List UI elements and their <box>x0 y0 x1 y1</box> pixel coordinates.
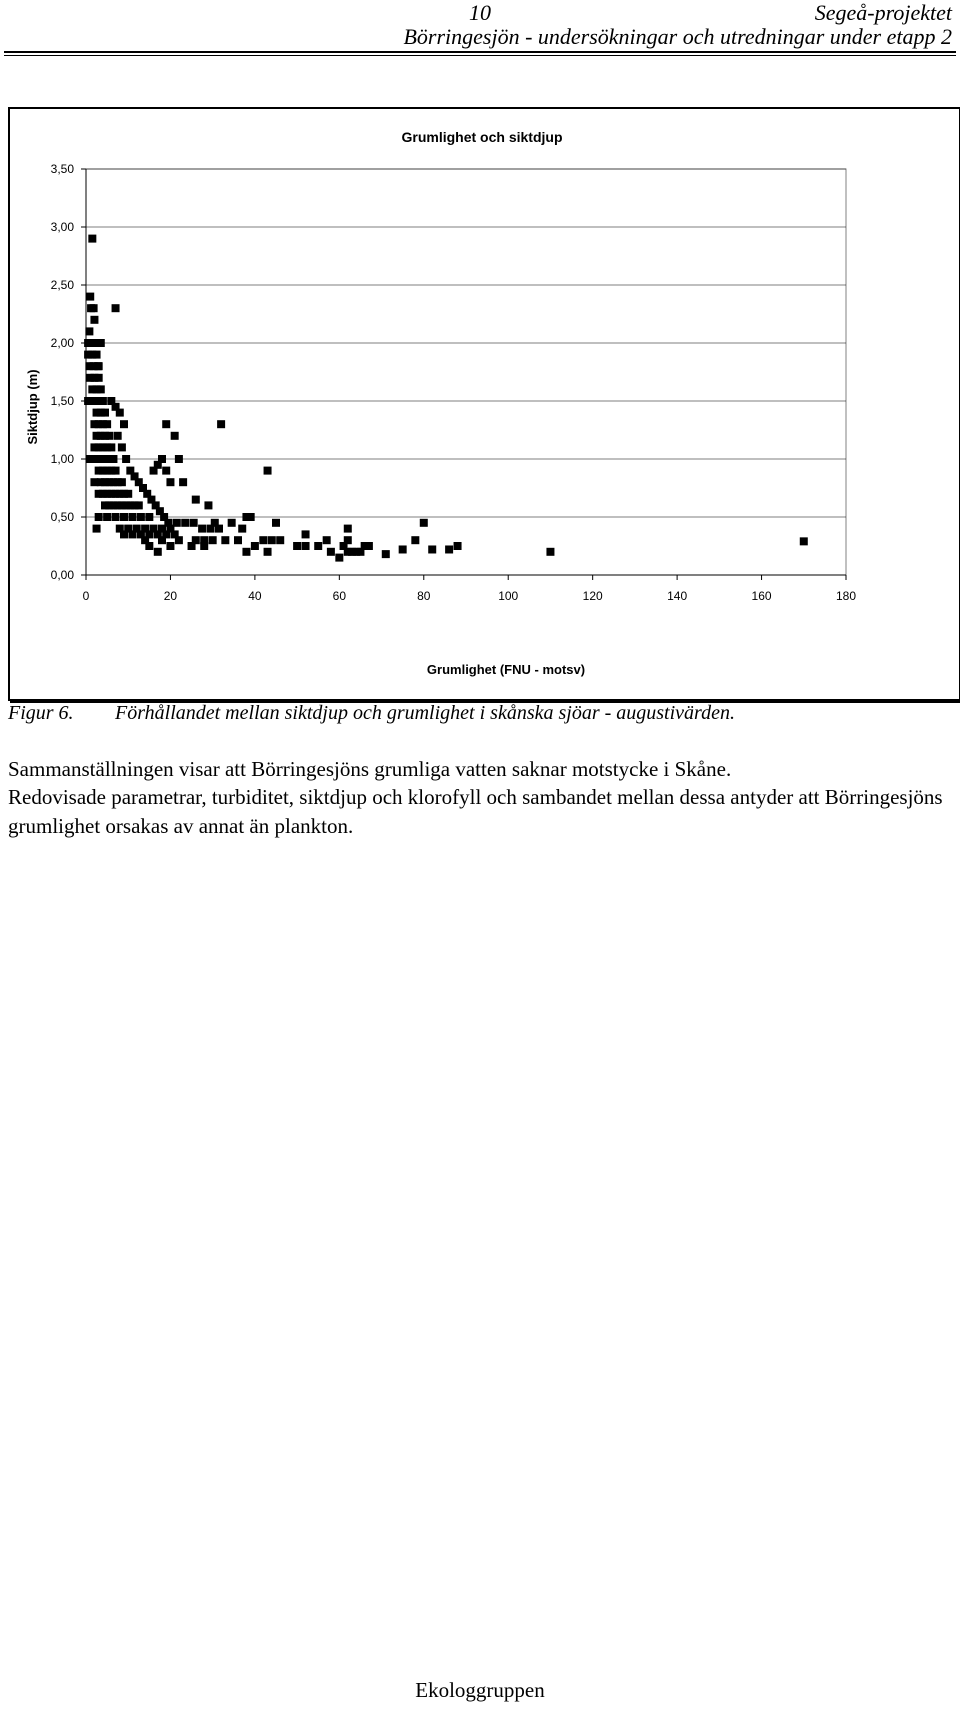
x-tick-label: 20 <box>163 589 178 603</box>
data-point <box>97 385 105 393</box>
figure-caption-text: Förhållandet mellan siktdjup och grumlighet i skånska sjöar - augustivärden. <box>115 702 735 724</box>
data-point <box>154 548 162 556</box>
x-tick-label: 140 <box>667 589 688 603</box>
y-tick-label: 3,50 <box>50 162 74 176</box>
x-tick-label: 80 <box>417 589 431 603</box>
data-point <box>259 536 267 544</box>
data-point <box>302 530 310 538</box>
data-point <box>181 519 189 527</box>
data-point <box>90 304 98 312</box>
y-tick-label: 2,50 <box>50 278 74 292</box>
data-point <box>399 545 407 553</box>
data-point <box>109 455 117 463</box>
data-point <box>95 513 103 521</box>
data-point <box>247 513 255 521</box>
data-point <box>99 397 107 405</box>
data-point <box>251 542 259 550</box>
data-point <box>800 537 808 545</box>
y-tick-label: 0,50 <box>50 510 74 524</box>
data-point <box>94 362 102 370</box>
body-paragraph <box>8 755 953 840</box>
data-point <box>314 542 322 550</box>
data-point <box>103 513 111 521</box>
data-point <box>85 327 93 335</box>
data-point <box>122 455 130 463</box>
data-point <box>171 432 179 440</box>
data-point <box>293 542 301 550</box>
data-point <box>344 536 352 544</box>
x-tick-label: 160 <box>751 589 772 603</box>
data-point <box>264 548 272 556</box>
data-point <box>116 409 124 417</box>
page-number: 10 <box>469 0 491 25</box>
x-tick-label: 40 <box>248 589 262 603</box>
data-point <box>120 530 128 538</box>
data-point <box>84 397 92 405</box>
plot-area <box>86 169 846 575</box>
data-point <box>164 519 172 527</box>
data-point <box>428 545 436 553</box>
data-point <box>103 420 111 428</box>
data-point <box>242 548 250 556</box>
data-point <box>135 501 143 509</box>
data-point <box>175 536 183 544</box>
data-point <box>112 467 120 475</box>
x-tick-label: 60 <box>332 589 347 603</box>
data-point <box>162 420 170 428</box>
x-tick-label: 100 <box>498 589 519 603</box>
data-point <box>382 550 390 558</box>
data-point <box>118 478 126 486</box>
project-name: Segeå-projektet <box>814 0 952 25</box>
data-point <box>344 525 352 533</box>
y-tick-label: 1,00 <box>50 452 74 466</box>
data-point <box>158 536 166 544</box>
data-point <box>88 235 96 243</box>
data-point <box>327 548 335 556</box>
data-point <box>105 432 113 440</box>
data-point <box>137 513 145 521</box>
y-tick-label: 0,00 <box>50 568 74 582</box>
data-point <box>190 519 198 527</box>
data-point <box>114 432 122 440</box>
data-point <box>200 542 208 550</box>
data-point <box>93 351 101 359</box>
body-sentence-2: Redovisade parametrar, turbiditet, siktdjup och klorofyll och sambandet mellan dessa antyder att Börringesjöns grumlighet orsakas av annat än plankton. <box>8 785 943 838</box>
data-point <box>145 513 153 521</box>
data-point <box>97 339 105 347</box>
data-point <box>175 455 183 463</box>
data-point <box>268 536 276 544</box>
data-point <box>173 519 181 527</box>
data-point <box>120 513 128 521</box>
data-point <box>264 467 272 475</box>
data-point <box>95 374 103 382</box>
chart-title: Grumlighet och siktdjup <box>401 129 563 145</box>
data-point <box>128 530 136 538</box>
data-point <box>93 525 101 533</box>
x-tick-label: 180 <box>835 589 857 603</box>
body-sentence-1: Sammanställningen visar att Börringesjöns grumliga vatten saknar motstycke i Skåne. <box>8 757 732 781</box>
data-point <box>217 420 225 428</box>
y-tick-label: 1,50 <box>50 394 74 408</box>
data-point <box>112 513 120 521</box>
y-tick-label: 2,00 <box>50 336 74 350</box>
data-point <box>228 519 236 527</box>
data-point <box>90 316 98 324</box>
data-point <box>445 545 453 553</box>
data-point <box>234 536 242 544</box>
scatter-chart <box>10 109 959 699</box>
data-point <box>86 293 94 301</box>
data-point <box>192 496 200 504</box>
data-point <box>276 536 284 544</box>
data-point <box>166 542 174 550</box>
footer-organization: Ekologgruppen <box>415 1678 545 1702</box>
data-point <box>335 554 343 562</box>
y-axis-label: Siktdjup (m) <box>25 369 40 445</box>
data-point <box>221 536 229 544</box>
data-point <box>112 304 120 312</box>
document-subtitle: Börringesjön - undersökningar och utredningar under etapp 2 <box>403 24 952 49</box>
data-point <box>145 542 153 550</box>
data-point <box>272 519 280 527</box>
data-point <box>198 525 206 533</box>
data-point <box>411 536 419 544</box>
data-point <box>209 536 217 544</box>
data-point <box>454 542 462 550</box>
data-point <box>107 443 115 451</box>
header-rule-thin <box>4 55 956 56</box>
data-point <box>420 519 428 527</box>
data-point <box>118 443 126 451</box>
data-point <box>150 467 158 475</box>
data-point <box>188 542 196 550</box>
x-tick-label: 120 <box>582 589 603 603</box>
data-point <box>166 478 174 486</box>
data-point <box>124 490 132 498</box>
data-point <box>365 542 373 550</box>
data-point <box>162 467 170 475</box>
data-point <box>128 513 136 521</box>
data-point <box>546 548 554 556</box>
data-point <box>120 420 128 428</box>
data-point <box>86 455 94 463</box>
data-point <box>323 536 331 544</box>
y-tick-label: 3,00 <box>50 220 74 234</box>
data-point <box>238 525 246 533</box>
chart-frame <box>8 107 960 701</box>
data-point <box>302 542 310 550</box>
data-point <box>101 409 109 417</box>
data-point <box>179 478 187 486</box>
data-point <box>204 501 212 509</box>
data-point <box>211 519 219 527</box>
header-rule <box>4 51 956 53</box>
x-axis-label: Grumlighet (FNU - motsv) <box>426 662 586 677</box>
x-tick-label: 0 <box>82 589 90 603</box>
figure-label: Figur 6. <box>8 702 74 724</box>
